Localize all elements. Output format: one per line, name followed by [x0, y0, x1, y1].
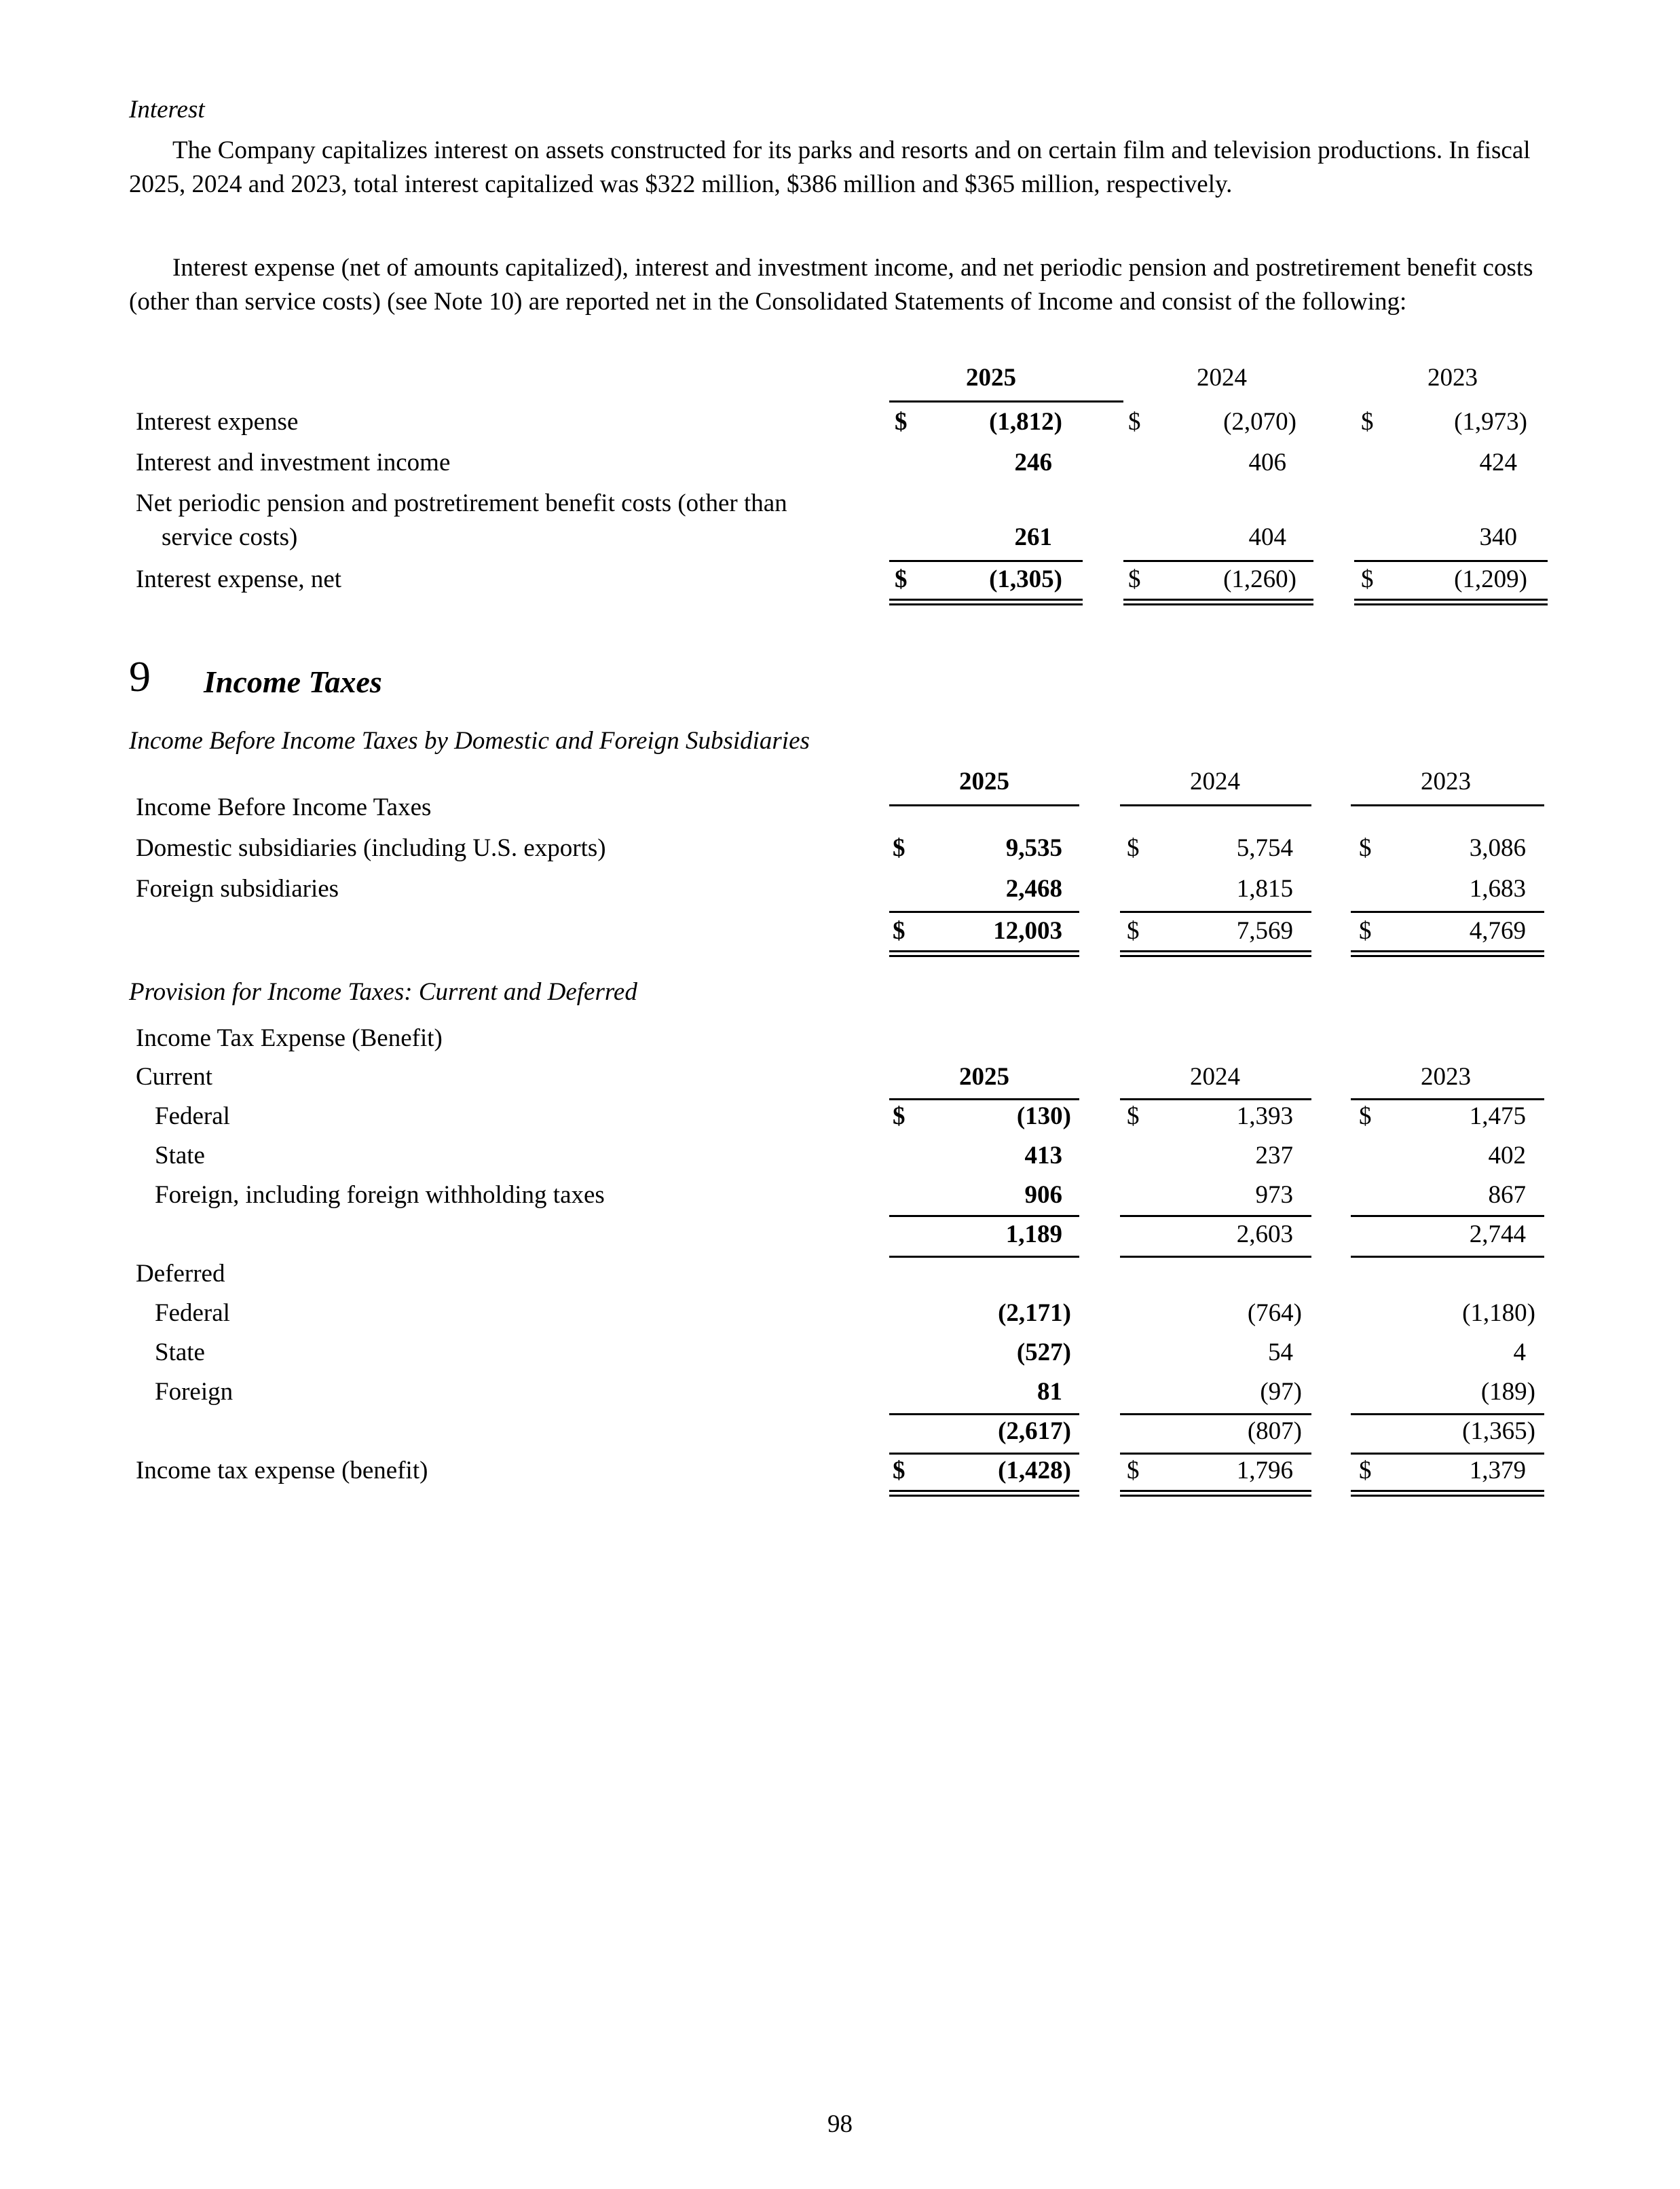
section-number: 9 — [129, 652, 151, 700]
value-cell: 4 — [1513, 1339, 1526, 1366]
value-cell: 54 — [1268, 1339, 1293, 1366]
value-cell: 246 — [1014, 449, 1052, 476]
row-label-foreign: Foreign subsidiaries — [136, 875, 339, 903]
value-cell: 5,754 — [1236, 834, 1293, 862]
row-label-pension-cont: service costs) — [162, 523, 298, 551]
row-label-state: State — [155, 1339, 205, 1366]
value-cell: 4,769 — [1469, 917, 1526, 945]
row-label-foreign: Foreign — [155, 1378, 234, 1406]
dollar-sign: $ — [893, 917, 906, 945]
interest-heading: Interest — [129, 96, 205, 124]
value-cell: 867 — [1488, 1181, 1526, 1209]
row-label-domestic: Domestic subsidiaries (including U.S. exports) — [136, 834, 606, 862]
row-label-interest-net: Interest expense, net — [136, 565, 342, 593]
dollar-sign: $ — [895, 565, 908, 593]
value-cell: 261 — [1014, 523, 1052, 551]
value-cell: 973 — [1255, 1181, 1293, 1209]
value-cell: 906 — [1024, 1181, 1062, 1209]
row-label-federal: Federal — [155, 1102, 230, 1130]
year-header-2025: 2025 — [966, 364, 1016, 392]
dollar-sign: $ — [1361, 565, 1374, 593]
value-cell: 413 — [1024, 1142, 1062, 1170]
dollar-sign: $ — [1127, 1457, 1140, 1484]
dollar-sign: $ — [1127, 1102, 1140, 1130]
group-label-current: Current — [136, 1063, 213, 1091]
value-cell: 424 — [1479, 449, 1517, 476]
dollar-sign: $ — [893, 834, 906, 862]
value-cell: (807) — [1247, 1417, 1302, 1445]
row-label-interest-expense: Interest expense — [136, 408, 299, 436]
dollar-sign: $ — [1361, 408, 1374, 436]
subsection-title-income-before-taxes: Income Before Income Taxes by Domestic and Foreign Subsidiaries — [129, 727, 810, 755]
value-cell: (1,428) — [998, 1457, 1071, 1484]
page-number: 98 — [827, 2110, 853, 2138]
value-cell: (1,260) — [1223, 565, 1296, 593]
group-label-deferred: Deferred — [136, 1260, 225, 1288]
value-cell: (97) — [1260, 1378, 1302, 1406]
dollar-sign: $ — [895, 408, 908, 436]
value-cell: (1,305) — [989, 565, 1062, 593]
value-cell: 402 — [1488, 1142, 1526, 1170]
value-cell: (2,617) — [998, 1417, 1071, 1445]
value-cell: (1,209) — [1454, 565, 1527, 593]
dollar-sign: $ — [1127, 917, 1140, 945]
dollar-sign: $ — [1359, 1102, 1372, 1130]
dollar-sign: $ — [1359, 834, 1372, 862]
value-cell: 1,379 — [1469, 1457, 1526, 1484]
dollar-sign: $ — [1359, 917, 1372, 945]
row-label-federal: Federal — [155, 1299, 230, 1327]
value-cell: 12,003 — [993, 917, 1062, 945]
subsection-title-provision: Provision for Income Taxes: Current and Deferred — [129, 978, 637, 1006]
dollar-sign: $ — [1128, 408, 1141, 436]
dollar-sign: $ — [1127, 834, 1140, 862]
row-label-pension: Net periodic pension and postretirement benefit costs (other than — [136, 489, 787, 517]
value-cell: 1,393 — [1236, 1102, 1293, 1130]
value-cell: (527) — [1016, 1339, 1071, 1366]
value-cell: 1,475 — [1469, 1102, 1526, 1130]
value-cell: 1,683 — [1469, 875, 1526, 903]
year-header-2024: 2024 — [1190, 768, 1240, 796]
value-cell: 406 — [1248, 449, 1286, 476]
table-header-label: Income Tax Expense (Benefit) — [136, 1024, 443, 1052]
value-cell: (1,365) — [1462, 1417, 1535, 1445]
value-cell: 81 — [1037, 1378, 1062, 1406]
value-cell: (1,180) — [1462, 1299, 1535, 1327]
value-cell: (1,812) — [989, 408, 1062, 436]
year-header-2023: 2023 — [1421, 768, 1471, 796]
year-header-2025: 2025 — [959, 768, 1009, 796]
dollar-sign: $ — [893, 1102, 906, 1130]
dollar-sign: $ — [1128, 565, 1141, 593]
interest-paragraph-2: Interest expense (net of amounts capitalized), interest and investment income, and net periodic pension and postretirement benefit costs (other than service costs) (see Note 10) are reported net in the Consolidated Statements of Income and consist of the following: — [129, 254, 1533, 316]
value-cell: 9,535 — [1005, 834, 1062, 862]
value-cell: 7,569 — [1236, 917, 1293, 945]
year-header-2025: 2025 — [959, 1063, 1009, 1091]
value-cell: 2,468 — [1005, 875, 1062, 903]
value-cell: (189) — [1480, 1378, 1535, 1406]
year-header-2024: 2024 — [1197, 364, 1247, 392]
dollar-sign: $ — [1359, 1457, 1372, 1484]
year-header-2023: 2023 — [1421, 1063, 1471, 1091]
interest-paragraph-1: The Company capitalizes interest on assets constructed for its parks and resorts and on certain film and television productions. In fiscal 2025, 2024 and 2023, total interest capitalized was $322 million, $386 million and $365 million, respectively. — [129, 136, 1531, 198]
value-cell: 1,796 — [1236, 1457, 1293, 1484]
section-title: Income Taxes — [204, 665, 382, 699]
dollar-sign: $ — [893, 1457, 906, 1484]
value-cell: 3,086 — [1469, 834, 1526, 862]
row-label-foreign-withholding: Foreign, including foreign withholding taxes — [155, 1181, 605, 1209]
value-cell: 2,744 — [1469, 1220, 1526, 1248]
value-cell: 404 — [1248, 523, 1286, 551]
value-cell: (130) — [1016, 1102, 1071, 1130]
table-header-label: Income Before Income Taxes — [136, 793, 432, 821]
value-cell: 1,815 — [1236, 875, 1293, 903]
value-cell: 1,189 — [1005, 1220, 1062, 1248]
value-cell: 237 — [1255, 1142, 1293, 1170]
row-label-state: State — [155, 1142, 205, 1170]
year-header-2024: 2024 — [1190, 1063, 1240, 1091]
year-header-2023: 2023 — [1427, 364, 1478, 392]
value-cell: (2,070) — [1223, 408, 1296, 436]
value-cell: 2,603 — [1236, 1220, 1293, 1248]
value-cell: (1,973) — [1454, 408, 1527, 436]
value-cell: (2,171) — [998, 1299, 1071, 1327]
row-label-income-tax-expense: Income tax expense (benefit) — [136, 1457, 428, 1484]
value-cell: (764) — [1247, 1299, 1302, 1327]
value-cell: 340 — [1479, 523, 1517, 551]
row-label-interest-income: Interest and investment income — [136, 449, 451, 476]
